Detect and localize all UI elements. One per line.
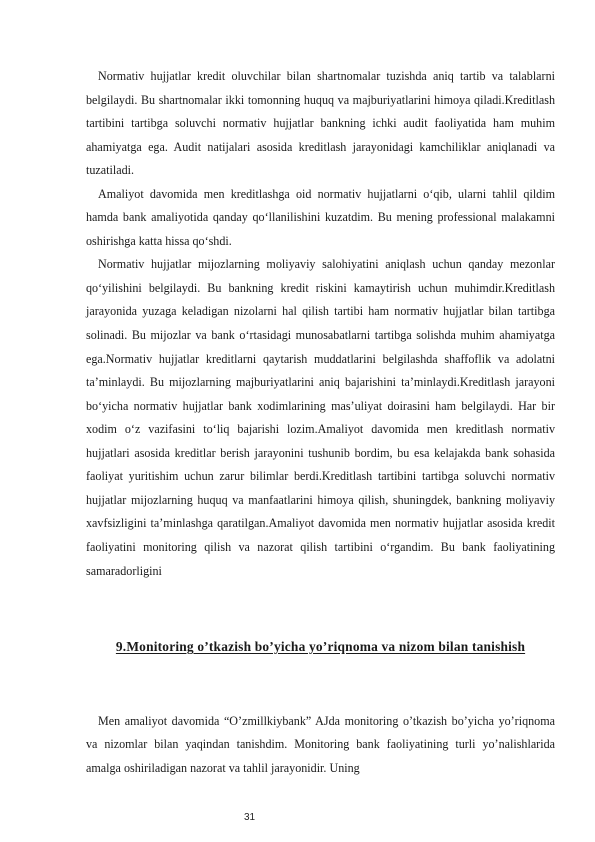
section-heading: 9.Monitoring o’tkazish bo’yicha yo’riqnoma va nizom bilan tanishish	[115, 639, 526, 654]
body-paragraph-3: Normativ hujjatlar mijozlarning moliyaviy salohiyatini aniqlash uchun qanday mezonlar qo‘yilishini belgilaydi. Bu bankning kredit riskini kamaytirish uchun muhimdir.Kreditlash jarayonida yuzaga keladigan nizolarni hal qilish tartibi ham normativ hujjatlar bilan tartibga solinadi. Bu mijozlar va bank o‘rtasidagi munosabatlarni tartibga solishda muhim ahamiyatga ega.Normativ hujjatlar kreditlarni qaytarish muddatlarini belgilashda shaffoflik va adolatni ta’minlaydi. Bu mijozlarning majburiyatlarini aniq bajarishini ta’minlaydi.Kreditlash jarayoni bo‘yicha normativ hujjatlar bank xodimlarining mas’uliyat doirasini ham belgilaydi. Har bir xodim o‘z vazifasini to‘liq bajarishi lozim.Amaliyot davomida men kreditlash normativ hujjatlari asosida kreditlar berish jarayonini tushunib bordim, bu esa kelajakda bank sohasida faoliyat yuritishim uchun zarur bilimlar berdi.Kreditlash tartibini tartibga soluvchi normativ hujjatlar mijozlarning huquq va manfaatlarini himoya qilish, shuningdek, bankning moliyaviy xavfsizligini ta’minlashga qaratilgan.Amaliyot davomida men normativ hujjatlar asosida kredit faoliyatini monitoring qilish va nazorat qilish tartibini o‘rgandim. Bu bank faoliyatining samaradorligini	[86, 257, 555, 578]
page-number: 31	[244, 812, 256, 823]
body-paragraph-4: Men amaliyot davomida “O’zmillkiybank” AJda monitoring o’tkazish bo’yicha yo’riqnoma va nizomlar bilan yaqindan tanishdim. Monitoring bank faoliyatining turli yo’nalishlarida amalga oshiriladigan nazorat va tahlil jarayonidir. Uning	[86, 713, 555, 775]
body-paragraph-1: Normativ hujjatlar kredit oluvchilar bilan shartnomalar tuzishda aniq tartib va talablarni belgilaydi. Bu shartnomalar ikki tomonning huquq va majburiyatlarini himoya qiladi.Kreditlash tartibini tartibga soluvchi normativ hujjatlar bankning ichki audit faoliyatida ham muhim ahamiyatga ega. Audit natijalari asosida kreditlash jarayonidagi kamchiliklar aniqlanadi va tuzatiladi.	[86, 69, 555, 178]
body-paragraph-2: Amaliyot davomida men kreditlashga oid normativ hujjatlarni o‘qib, ularni tahlil qildim hamda bank amaliyotida qanday qo‘llanilishini kuzatdim. Bu mening professional malakamni oshirishga katta hissa qo‘shdi.	[86, 186, 555, 248]
